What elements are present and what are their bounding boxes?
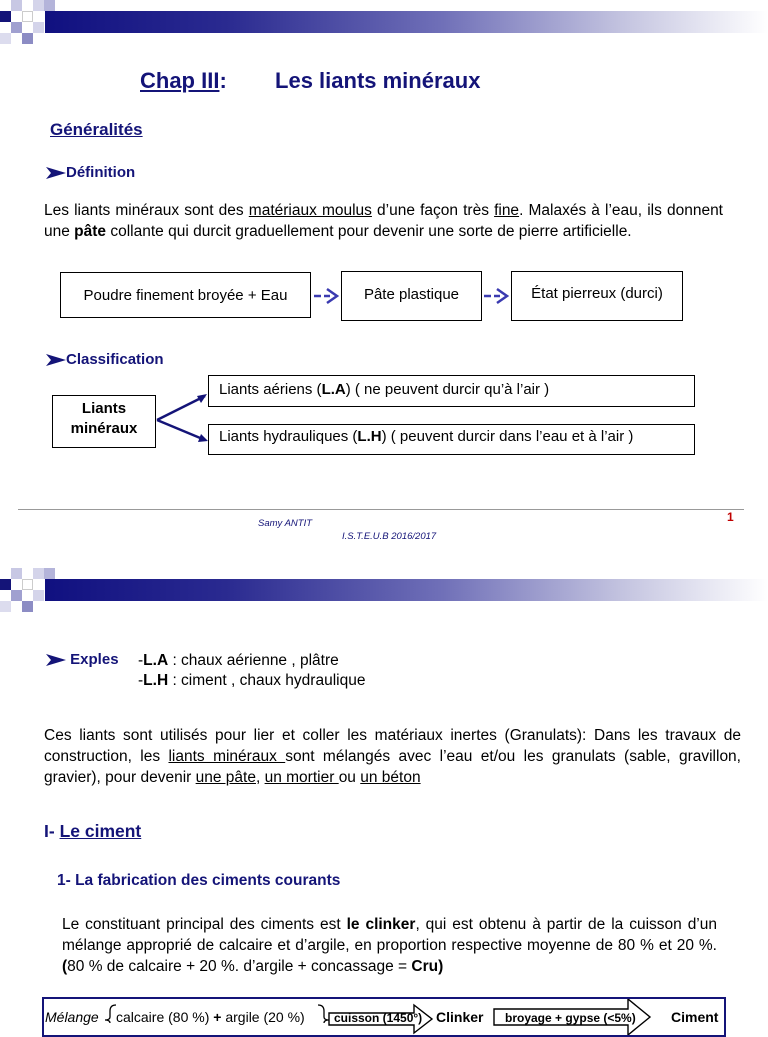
definition-label: Définition (66, 164, 136, 181)
slide2-header-banner (0, 568, 768, 616)
deco-square (22, 579, 33, 590)
deco-square (11, 22, 22, 33)
deco-square (11, 590, 22, 601)
text-run: collante qui durcit graduellement pour devenir une sorte de pierre artificielle. (106, 223, 632, 240)
dashed-arrow-icon (482, 287, 510, 305)
text-run: . Malaxés à l’eau, ils donnent une (44, 202, 723, 240)
arrow-bullet-icon (46, 167, 66, 179)
root-box-liants: Liants minéraux (52, 395, 156, 448)
process-clinker: Clinker (436, 1009, 484, 1025)
plus-sign: + (213, 1009, 222, 1025)
arrow-bullet-icon (46, 354, 66, 366)
abbr-lh: L.H (143, 672, 169, 689)
heading-text: Le ciment (59, 821, 142, 841)
text-run: ) ( ne peuvent durcir qu’à l’air ) (345, 381, 550, 398)
dash: - (138, 672, 144, 689)
text-run: sont mélangés avec l’eau et/ou les granulats (sable, gravillon, gravier), pour devenir (44, 748, 741, 786)
text-run-underlined: un béton (360, 769, 421, 786)
example-lh (138, 671, 365, 691)
flow-box-hardened: État pierreux (durci) (511, 271, 683, 321)
heading-number: I- (44, 821, 60, 841)
text-run: ou (338, 769, 361, 786)
text-run: Ces liants sont utilisés pour lier et coller les matériaux inertes (Granulats): Dans les travaux de construction, les (44, 727, 741, 765)
text-run: 80 % de calcaire + 20 %. d’argile + concassage = (67, 958, 412, 975)
process-cuisson: cuisson (1450°) (334, 1011, 423, 1025)
abbr-la: L.A (143, 652, 169, 669)
title-chapter: Chap III (140, 68, 220, 93)
footer-author: Samy ANTIT (258, 518, 313, 529)
footer-school: I.S.T.E.U.B 2016/2017 (342, 531, 437, 542)
title-colon: : (219, 68, 227, 93)
section-heading: Généralités (50, 120, 143, 139)
process-melange: Mélange (45, 1009, 99, 1025)
definition-heading (46, 164, 135, 181)
deco-square (11, 0, 22, 11)
flow-box-paste: Pâte plastique (341, 271, 482, 321)
text-run: , (255, 769, 265, 786)
text-run: Liants aériens ( (219, 381, 322, 398)
text-run-underlined: liants minéraux (168, 748, 286, 765)
text-run-underlined: matériaux moulus (248, 202, 372, 219)
text-run-bold: pâte (74, 223, 107, 240)
text-run-bold: le clinker (346, 916, 416, 933)
text-run: , qui est obtenu à partir de la cuisson d’un mélange approprié de calcaire et d’argile, en proportion respective moyenne de 80 % et 20 %. (62, 916, 717, 954)
text-run: ) ( peuvent durcir dans l’eau et à l’air ) (381, 428, 634, 445)
deco-square (0, 11, 11, 22)
abbr-la: L.A (321, 381, 346, 398)
deco-square (22, 33, 33, 44)
deco-square (22, 601, 33, 612)
text-run: Le constituant principal des ciments est (62, 916, 347, 933)
deco-square (33, 590, 44, 601)
examples-block (46, 651, 119, 668)
branch-arrows-icon (155, 390, 211, 450)
deco-square (33, 568, 44, 579)
process-box (42, 997, 726, 1037)
classification-heading (46, 351, 164, 368)
deco-square (0, 579, 11, 590)
deco-square (0, 601, 11, 612)
dashed-arrow-icon (312, 287, 340, 305)
text-run: : chaux aérienne , plâtre (168, 652, 339, 669)
arrow-bullet-icon (46, 654, 66, 666)
abbr-lh: L.H (357, 428, 382, 445)
dash: - (138, 652, 144, 669)
text-run: d’une façon très (371, 202, 495, 219)
deco-square (0, 33, 11, 44)
header-gradient-bar (45, 11, 768, 33)
branch-box-aerien (208, 375, 695, 407)
heading-ciment (44, 821, 141, 842)
page-title (140, 68, 480, 94)
example-la (138, 651, 365, 671)
classification-label: Classification (66, 351, 164, 368)
header-gradient-bar (45, 579, 768, 601)
deco-square (22, 11, 33, 22)
page-number: 1 (727, 510, 734, 524)
text-run-underlined: un mortier (264, 769, 339, 786)
process-composition (116, 1009, 305, 1025)
examples-label: Exples (70, 651, 119, 668)
examples-list (138, 651, 365, 691)
text-run-underlined: une pâte (195, 769, 256, 786)
definition-paragraph (44, 200, 723, 242)
deco-square (44, 0, 55, 11)
footer-divider (18, 509, 744, 510)
slide1-header-banner (0, 0, 768, 48)
deco-square (33, 22, 44, 33)
process-broyage: broyage + gypse (<5%) (505, 1011, 636, 1025)
clinker-paragraph (62, 914, 717, 977)
text-run: argile (20 %) (221, 1009, 305, 1025)
deco-square (33, 0, 44, 11)
flow-box-powder: Poudre finement broyée + Eau (60, 272, 311, 318)
title-text: Les liants minéraux (275, 68, 481, 93)
text-run: Les liants minéraux sont des (44, 202, 249, 219)
text-run-underlined: fine (494, 202, 520, 219)
branch-box-hydraulique (208, 424, 695, 455)
text-run: : ciment , chaux hydraulique (168, 672, 366, 689)
text-run-bold: ( (62, 958, 68, 975)
process-ciment: Ciment (671, 1009, 719, 1025)
usage-paragraph (44, 725, 741, 788)
deco-square (44, 568, 55, 579)
subheading-fabrication: 1- La fabrication des ciments courants (57, 872, 341, 889)
text-run: Liants hydrauliques ( (219, 428, 358, 445)
deco-square (11, 568, 22, 579)
text-run: calcaire (80 %) (116, 1009, 214, 1025)
text-run-bold: Cru) (411, 958, 444, 975)
